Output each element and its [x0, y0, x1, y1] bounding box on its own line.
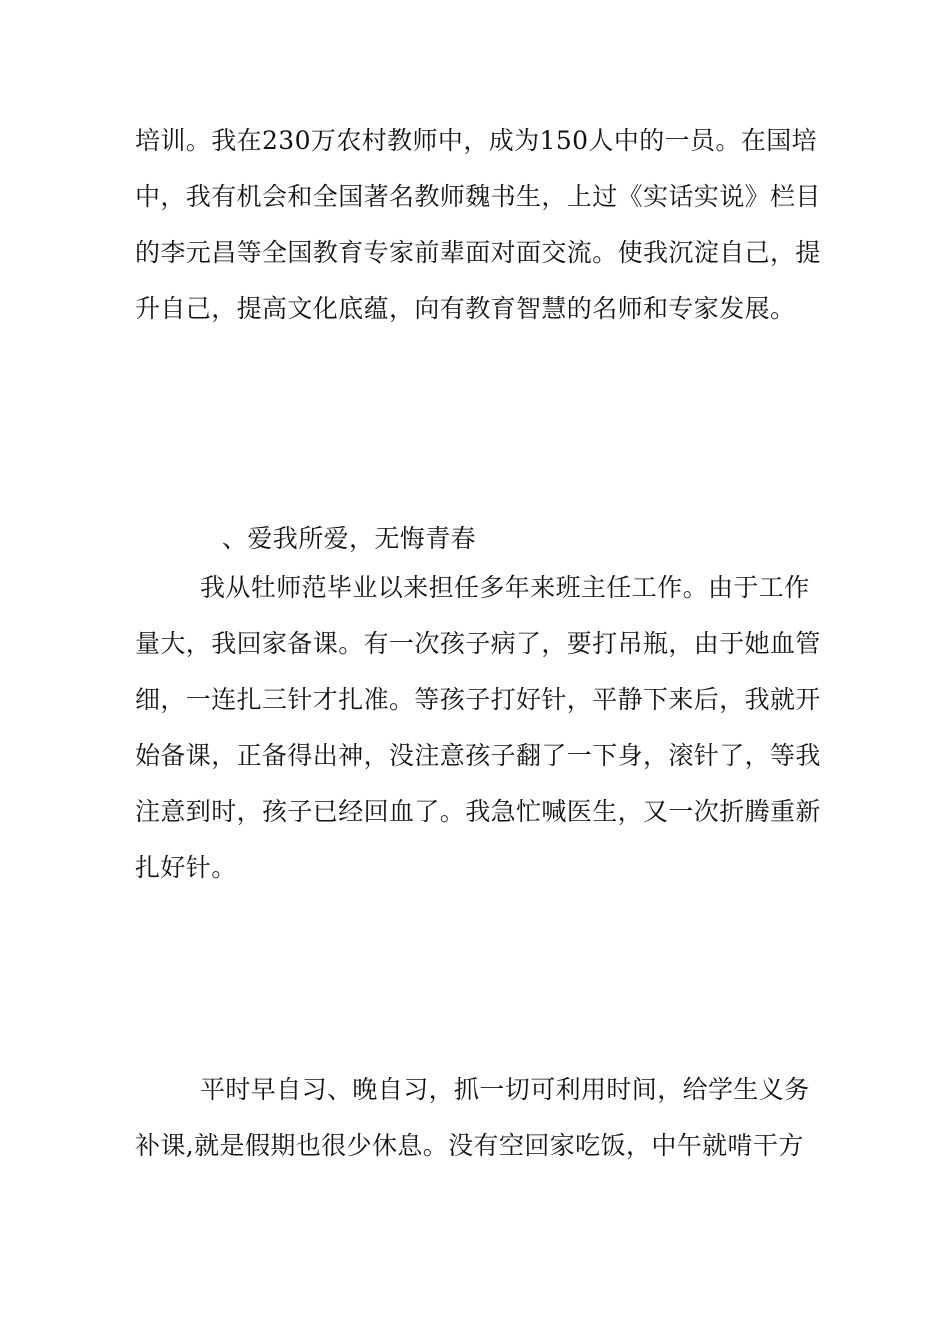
text-line: 始备课，正备得出神，没注意孩子翻了一下身，滚针了，等我 — [135, 741, 821, 770]
text-line: 补课,就是假期也很少休息。没有空回家吃饭，中午就啃干方 — [135, 1131, 804, 1160]
section-heading: 、爱我所爱，无悔青春 — [222, 524, 477, 553]
text-line: 扎好针。 — [135, 853, 237, 882]
text-line: 的李元昌等全国教育专家前辈面对面交流。使我沉淀自己，提 — [135, 238, 821, 267]
text-line: 中，我有机会和全国著名教师魏书生，上过《实话实说》栏目 — [135, 182, 821, 211]
text-line: 注意到时，孩子已经回血了。我急忙喊医生，又一次折腾重新 — [135, 797, 821, 826]
text-line: 平时早自习、晚自习，抓一切可利用时间，给学生义务 — [200, 1075, 810, 1104]
text-line: 细，一连扎三针才扎准。等孩子打好针，平静下来后，我就开 — [135, 685, 821, 714]
text-line: 培训。我在230万农村教师中，成为150人中的一员。在国培 — [135, 126, 818, 155]
text-line: 升自己，提高文化底蕴，向有教育智慧的名师和专家发展。 — [135, 294, 796, 323]
text-line: 我从牡师范毕业以来担任多年来班主任工作。由于工作 — [200, 573, 810, 602]
text-line: 量大，我回家备课。有一次孩子病了，要打吊瓶，由于她血管 — [135, 629, 821, 658]
